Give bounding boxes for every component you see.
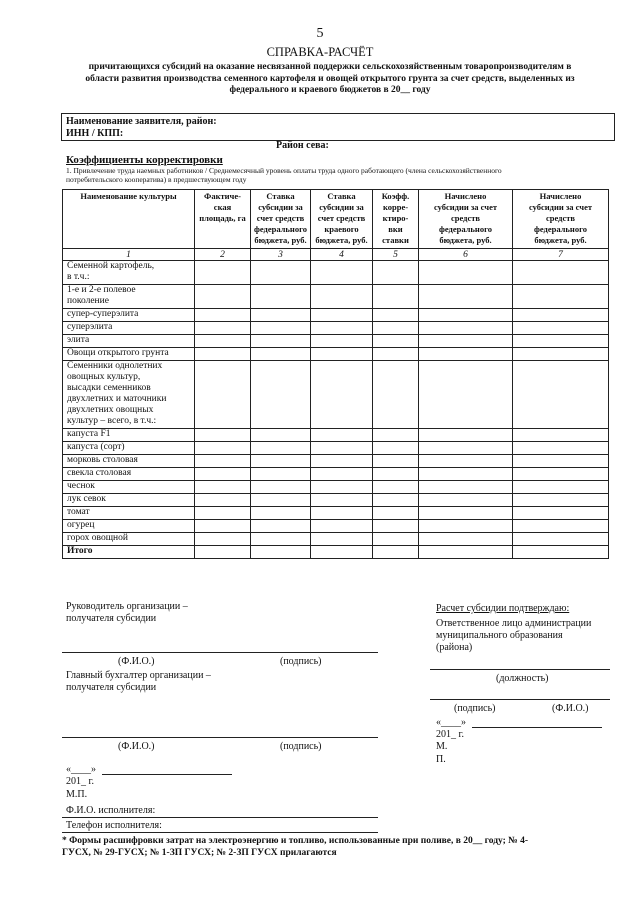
accountant-label-line: получателя субсидии [66,682,157,693]
crop-name-cell [63,285,195,309]
column-header-line: ставки [382,235,409,245]
column-header-line: Коэфф. [381,191,410,201]
value-cell[interactable] [311,468,373,481]
column-header-line: Начислено [444,191,487,201]
crop-name-cell [63,507,195,520]
crop-name-line: огурец [67,520,95,530]
date-month-line-right[interactable] [472,727,602,728]
value-cell[interactable] [373,494,419,507]
value-cell[interactable] [419,261,513,285]
value-cell[interactable] [513,429,609,442]
value-cell[interactable] [373,468,419,481]
position-caption: (должность) [496,673,549,684]
table-row [63,533,609,546]
column-header-5 [373,190,419,249]
value-cell[interactable] [195,335,251,348]
value-cell[interactable] [419,494,513,507]
head-signature-block [66,601,188,625]
stamp-mark-left: М.П. [66,789,88,800]
table-row [63,429,609,442]
value-cell[interactable] [195,322,251,335]
date-year-left: 201_ г. [66,776,94,787]
crop-name-line: томат [67,507,90,517]
value-cell[interactable] [311,481,373,494]
value-cell[interactable] [513,520,609,533]
value-cell[interactable] [195,494,251,507]
footnote-line: * Формы расшифровки затрат на электроэнергию и топливо, использованные при поливе, в 20__ году; № 4- [62,836,529,846]
column-header-line: субсидии за счет [528,202,593,212]
column-header-line: Наименование культуры [80,191,177,201]
column-header-line: субсидии за счет [433,202,498,212]
value-cell[interactable] [513,481,609,494]
value-cell[interactable] [195,481,251,494]
value-cell[interactable] [251,533,311,546]
value-cell[interactable] [195,546,251,559]
official-line: муниципального образования [436,630,563,641]
value-cell[interactable] [373,533,419,546]
column-header-line: субсидии за [258,202,303,212]
column-header-line: вки [388,224,403,234]
crop-name-line: Семенники однолетних [67,361,163,371]
crop-name-line: двухлетних овощных [67,405,154,415]
crop-name-line: элита [67,335,90,345]
column-header-line: бюджета, руб. [534,235,587,245]
value-cell[interactable] [195,429,251,442]
crop-name-cell [63,322,195,335]
crop-name-line: двухлетних и маточники [67,394,167,404]
inn-label[interactable]: ИНН / КПП: [66,128,124,139]
value-cell[interactable] [373,546,419,559]
value-cell[interactable] [419,546,513,559]
document-subtitle [40,62,620,97]
value-cell[interactable] [419,507,513,520]
column-header-line: Ставка [327,191,356,201]
coefficients-note [66,166,606,184]
crop-name-line: супер-суперэлита [67,309,139,319]
value-cell[interactable] [373,309,419,322]
column-header-line: средств [451,213,480,223]
value-cell[interactable] [195,261,251,285]
value-cell[interactable] [251,322,311,335]
official-fio-caption: (Ф.И.О.) [552,703,589,714]
value-cell[interactable] [513,261,609,285]
crop-name-line: суперэлита [67,322,113,332]
position-line[interactable] [430,669,610,670]
table-row [63,546,609,559]
column-header-line: Ставка [266,191,295,201]
crop-name-cell [63,533,195,546]
value-cell[interactable] [251,494,311,507]
crop-name-line: чеснок [67,481,95,491]
column-header-7 [513,190,609,249]
value-cell[interactable] [419,322,513,335]
value-cell[interactable] [311,442,373,455]
column-header-line: Начислено [539,191,582,201]
value-cell[interactable] [311,429,373,442]
column-header-line: бюджета, руб. [439,235,492,245]
value-cell[interactable] [195,309,251,322]
value-cell[interactable] [251,335,311,348]
value-cell[interactable] [311,361,373,429]
table-row [63,468,609,481]
value-cell[interactable] [373,322,419,335]
column-header-line: федерального [254,224,307,234]
crop-name-line: морковь столовая [67,455,138,465]
crop-name-line: капуста F1 [67,429,111,439]
official-signature-caption: (подпись) [454,703,496,714]
crop-name-cell [63,455,195,468]
crop-name-line: горох овощной [67,533,128,543]
phone-line[interactable] [62,832,378,833]
column-number: 5 [373,249,419,261]
value-cell[interactable] [513,348,609,361]
column-number: 6 [419,249,513,261]
date-day-left[interactable]: «____» [66,764,96,775]
accountant-signature-line[interactable] [62,737,378,738]
stamp-mark-p: П. [436,754,446,765]
crop-name-cell [63,348,195,361]
table-row [63,285,609,309]
value-cell[interactable] [251,285,311,309]
note-line: потребительского кооператива) в предшествующем году [66,175,247,184]
crop-name-line: лук севок [67,494,106,504]
head-label-line: Руководитель организации – [66,601,188,612]
column-header-line: счет средств [317,213,366,223]
crop-name-cell [63,261,195,285]
value-cell[interactable] [251,261,311,285]
column-header-line: ктиро- [382,213,409,223]
value-cell[interactable] [419,468,513,481]
region-label[interactable]: Район сева: [276,140,329,151]
column-header-line: федерального [534,224,587,234]
crop-name-cell [63,309,195,322]
value-cell[interactable] [251,442,311,455]
value-cell[interactable] [311,261,373,285]
table-row [63,520,609,533]
column-header-4 [311,190,373,249]
value-cell[interactable] [373,335,419,348]
column-header-1 [63,190,195,249]
value-cell[interactable] [251,546,311,559]
value-cell[interactable] [195,442,251,455]
value-cell[interactable] [419,429,513,442]
subsidy-table [62,189,609,559]
footnote [62,836,614,859]
official-block [436,618,591,654]
accountant-signature-caption: (подпись) [280,741,322,752]
value-cell[interactable] [311,533,373,546]
value-cell[interactable] [419,455,513,468]
value-cell[interactable] [195,520,251,533]
value-cell[interactable] [311,520,373,533]
value-cell[interactable] [419,348,513,361]
head-signature-line[interactable] [62,652,378,653]
value-cell[interactable] [311,322,373,335]
value-cell[interactable] [513,507,609,520]
table-row [63,442,609,455]
value-cell[interactable] [419,285,513,309]
table-row [63,455,609,468]
crop-name-cell [63,429,195,442]
head-label-line: получателя субсидии [66,613,157,624]
crop-name-cell [63,442,195,455]
column-header-line: счет средств [256,213,305,223]
column-header-line: субсидии за [319,202,364,212]
table-row [63,481,609,494]
value-cell[interactable] [373,261,419,285]
column-number: 3 [251,249,311,261]
column-header-line: площадь, га [199,213,246,223]
value-cell[interactable] [195,507,251,520]
column-header-line: корре- [382,202,409,212]
coefficients-title: Коэффициенты корректировки [66,154,223,166]
value-cell[interactable] [195,455,251,468]
value-cell[interactable] [419,533,513,546]
value-cell[interactable] [311,335,373,348]
value-cell[interactable] [513,455,609,468]
crop-name-line: Итого [67,546,93,556]
date-year-right: 201_ г. [436,729,464,740]
document-title: СПРАВКА-РАСЧЁТ [266,45,374,59]
value-cell[interactable] [373,285,419,309]
value-cell[interactable] [251,507,311,520]
crop-name-cell [63,546,195,559]
value-cell[interactable] [513,335,609,348]
crop-name-line: Овощи открытого грунта [67,348,169,358]
column-header-line: ская [213,202,232,212]
crop-name-cell [63,481,195,494]
crop-name-line: в т.ч.: [67,272,90,282]
value-cell[interactable] [513,442,609,455]
table-row [63,348,609,361]
value-cell[interactable] [513,309,609,322]
value-cell[interactable] [419,481,513,494]
page-number: 5 [316,26,324,41]
table-row [63,494,609,507]
executor-line[interactable] [62,817,378,818]
value-cell[interactable] [373,520,419,533]
table-row [63,361,609,429]
footnote-line: ГУСХ, № 29-ГУСХ; № 1-ЗП ГУСХ; № 2-ЗП ГУСХ прилагаются [62,847,337,858]
crop-name-line: поколение [67,296,109,306]
value-cell[interactable] [251,348,311,361]
value-cell[interactable] [311,285,373,309]
column-number: 2 [195,249,251,261]
column-header-line: бюджета, руб. [254,235,307,245]
value-cell[interactable] [195,285,251,309]
column-header-line: Фактиче- [204,191,241,201]
value-cell[interactable] [513,285,609,309]
crop-name-line: свекла столовая [67,468,132,478]
table-body [63,261,609,559]
column-header-line: средств [546,213,575,223]
value-cell[interactable] [251,429,311,442]
value-cell[interactable] [513,322,609,335]
crop-name-line: культур – всего, в т.ч.: [67,416,157,426]
value-cell[interactable] [373,429,419,442]
value-cell[interactable] [311,455,373,468]
column-number: 4 [311,249,373,261]
crop-name-line: капуста (сорт) [67,442,125,452]
date-month-line-left[interactable] [102,774,232,775]
column-header-3 [251,190,311,249]
column-header-2 [195,190,251,249]
column-number-row [63,249,609,261]
executor-label[interactable]: Ф.И.О. исполнителя: [66,805,156,816]
value-cell[interactable] [251,481,311,494]
column-header-line: бюджета, руб. [315,235,368,245]
crop-name-cell [63,520,195,533]
crop-name-cell [63,361,195,429]
accountant-fio-caption: (Ф.И.О.) [118,741,155,752]
subtitle-line: причитающихся субсидий на оказание несвязанной поддержки сельскохозяйственным товаропроизводителям в [88,62,572,72]
note-line: 1. Привлечение труда наемных работников / Среднемесячный уровень оплаты труда одного работающего (члена сельскохозяйственного [66,166,502,175]
column-header-6 [419,190,513,249]
value-cell[interactable] [419,309,513,322]
head-signature-caption: (подпись) [280,656,322,667]
applicant-label[interactable]: Наименование заявителя, район: [66,116,217,127]
value-cell[interactable] [195,361,251,429]
value-cell[interactable] [513,468,609,481]
crop-name-line: 1-е и 2-е полевое [67,285,136,295]
official-line: Ответственное лицо администрации [436,618,592,629]
crop-name-line: Семенной картофель, [67,261,155,271]
value-cell[interactable] [311,494,373,507]
value-cell[interactable] [195,468,251,481]
table-header-row [63,190,609,249]
subtitle-line: федерального и краевого бюджетов в 20__ году [229,85,431,95]
value-cell[interactable] [419,361,513,429]
value-cell[interactable] [373,348,419,361]
value-cell[interactable] [513,361,609,429]
value-cell[interactable] [311,348,373,361]
date-day-right[interactable]: «____» [436,717,466,728]
subtitle-line: области развития производства семенного картофеля и овощей открытого грунта за счет средств, выделенных из [85,73,575,84]
value-cell[interactable] [195,533,251,546]
crop-name-cell [63,468,195,481]
accountant-signature-block [66,670,211,694]
value-cell[interactable] [419,335,513,348]
value-cell[interactable] [513,546,609,559]
value-cell[interactable] [419,520,513,533]
table-row [63,335,609,348]
crop-name-cell [63,494,195,507]
accountant-label-line: Главный бухгалтер организации – [66,670,211,681]
value-cell[interactable] [373,361,419,429]
value-cell[interactable] [513,533,609,546]
crop-name-line: высадки семенников [67,383,151,393]
official-line: (района) [436,642,473,653]
value-cell[interactable] [373,455,419,468]
stamp-mark-m: М. [436,741,448,752]
value-cell[interactable] [373,442,419,455]
table-row [63,261,609,285]
crop-name-line: овощных культур, [67,372,141,382]
value-cell[interactable] [513,494,609,507]
table-row [63,309,609,322]
value-cell[interactable] [311,546,373,559]
column-header-line: федерального [439,224,492,234]
table-row [63,507,609,520]
column-header-line: краевого [324,224,359,234]
value-cell[interactable] [373,481,419,494]
table-row [63,322,609,335]
value-cell[interactable] [419,442,513,455]
column-number: 7 [513,249,609,261]
value-cell[interactable] [251,520,311,533]
value-cell[interactable] [251,468,311,481]
phone-label[interactable]: Телефон исполнителя: [66,820,162,831]
value-cell[interactable] [251,455,311,468]
value-cell[interactable] [195,348,251,361]
value-cell[interactable] [311,309,373,322]
value-cell[interactable] [373,507,419,520]
confirm-title: Расчет субсидии подтверждаю: [436,603,570,614]
value-cell[interactable] [311,507,373,520]
official-signature-line[interactable] [430,699,610,700]
column-number: 1 [63,249,195,261]
value-cell[interactable] [251,361,311,429]
head-fio-caption: (Ф.И.О.) [118,656,155,667]
crop-name-cell [63,335,195,348]
value-cell[interactable] [251,309,311,322]
